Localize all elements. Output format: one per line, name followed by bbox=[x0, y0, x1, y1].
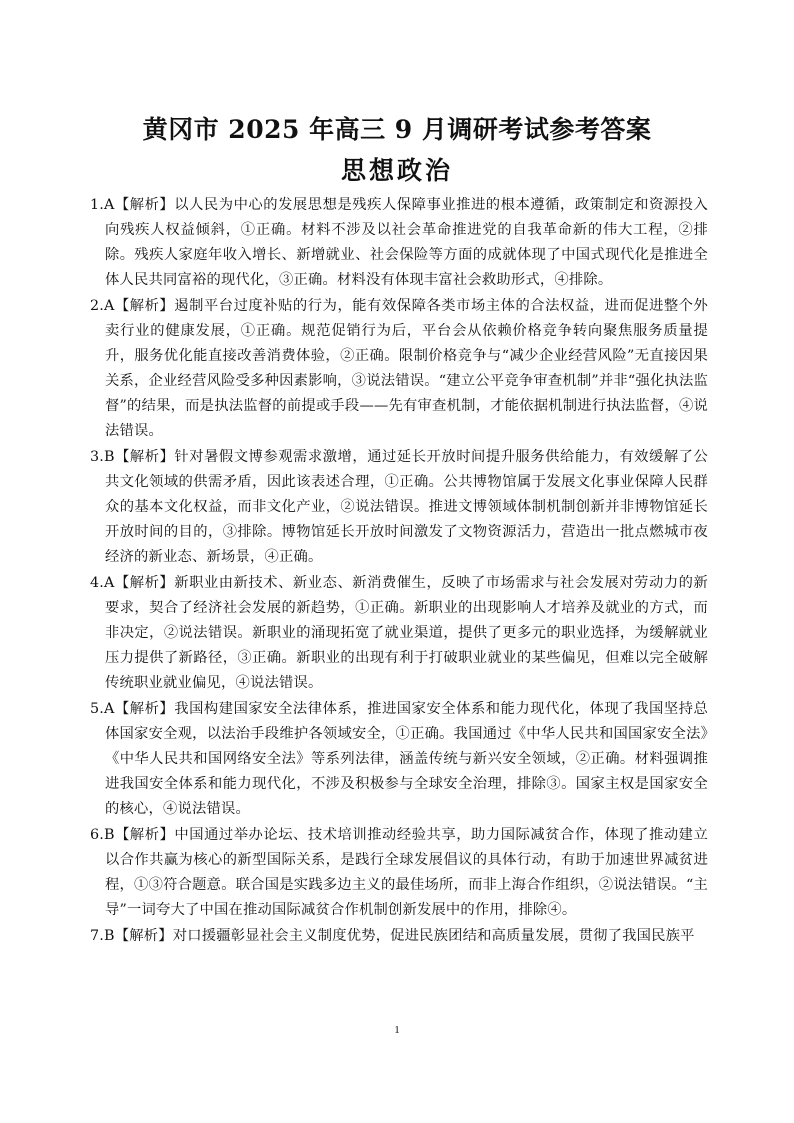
document-subtitle: 思想政治 bbox=[340, 156, 453, 185]
answer-item-1: 1.A【解析】以人民为中心的发展思想是残疾人保障事业推进的根本遵循，政策制定和资源投入向残疾人权益倾斜，①正确。材料不涉及以社会革命推进党的自我革命新的伟大工程，②排除。残疾人家庭年收入增长、新增就业、社会保险等方面的成就体现了中国式现代化是推进全体人民共同富裕的现代化，③正确。材料没有体现丰富社会救助形式，④排除。 bbox=[90, 197, 708, 288]
answer-item-7: 7.B【解析】对口援疆彰显社会主义制度优势，促进民族团结和高质量发展，贯彻了我国民族平 bbox=[90, 928, 695, 944]
answer-item-5: 5.A【解析】我国构建国家安全法律体系，推进国家安全体系和能力现代化，体现了我国坚持总体国家安全观，以法治手段维护各领域安全，①正确。我国通过《中华人民共和国国家安全法》《中华人民共和国网络安全法》等系列法律，涵盖传统与新兴安全领域，②正确。材料强调推进我国安全体系和能力现代化，不涉及积极参与全球安全治理，排除③。国家主权是国家安全的核心，④说法错误。 bbox=[90, 701, 708, 817]
answer-item-2: 2.A【解析】遏制平台过度补贴的行为，能有效保障各类市场主体的合法权益，进而促进整个外卖行业的健康发展，①正确。规范促销行为后，平台会从依赖价格竞争转向聚焦服务质量提升，服务优化能直接改善消费体验，②正确。限制价格竞争与“减少企业经营风险”无直接因果关系，企业经营风险受多种因素影响，③说法错误。“建立公平竞争审查机制”并非“强化执法监督”的结果，而是执法监督的前提或手段——先有审查机制，才能依据机制进行执法监督，④说法错误。 bbox=[90, 298, 708, 439]
answer-list bbox=[90, 193, 708, 950]
answer-item-6: 6.B【解析】中国通过举办论坛、技术培训推动经验共享，助力国际减贫合作，体现了推动建立以合作共赢为核心的新型国际关系，是践行全球发展倡议的具体行动，有助于加速世界减贫进程，①③符合题意。联合国是实践多边主义的最佳场所，而非上海合作组织，②说法错误。“主导”一词夸大了中国在推动国际减贫合作机制创新发展中的作用，排除④。 bbox=[90, 827, 708, 918]
answer-item-3: 3.B【解析】针对暑假文博参观需求激增，通过延长开放时间提升服务供给能力，有效缓解了公共文化领域的供需矛盾，因此该表述合理，①正确。公共博物馆属于发展文化事业保障人民群众的基本文化权益，而非文化产业，②说法错误。推进文博领域体制机制创新并非博物馆延长开放时间的目的，③排除。博物馆延长开放时间激发了文物资源活力，营造出一批点燃城市夜经济的新业态、新场景，④正确。 bbox=[90, 449, 708, 565]
page-number: 1 bbox=[394, 1024, 400, 1036]
document-title: 黄冈市 2025 年高三 9 月调研考试参考答案 bbox=[142, 115, 652, 144]
answer-item-4: 4.A【解析】新职业由新技术、新业态、新消费催生，反映了市场需求与社会发展对劳动力的新要求，契合了经济社会发展的新趋势，①正确。新职业的出现影响人才培养及就业的方式，而非决定，②说法错误。新职业的涌现拓宽了就业渠道，提供了更多元的职业选择，为缓解就业压力提供了新路径，③正确。新职业的出现有利于打破职业就业的某些偏见，但难以完全破解传统职业就业偏见，④说法错误。 bbox=[90, 575, 708, 691]
